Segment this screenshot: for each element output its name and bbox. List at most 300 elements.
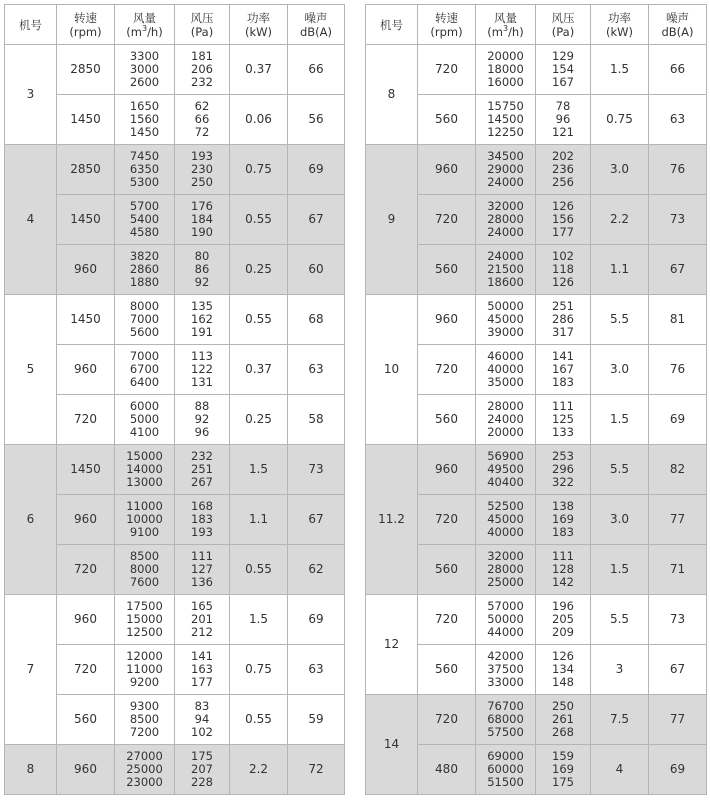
pressure-cell-value: 142 xyxy=(552,575,574,589)
speed-cell: 960 xyxy=(418,445,476,495)
noise-cell: 73 xyxy=(649,195,707,245)
pressure-cell-value: 267 xyxy=(191,475,213,489)
pressure-cell-value: 209 xyxy=(552,625,574,639)
flow-cell xyxy=(476,445,536,495)
noise-cell: 60 xyxy=(288,245,345,295)
header-pressure: 风压 (Pa) xyxy=(175,5,230,45)
pressure-cell-value: 138 xyxy=(552,499,574,513)
table-row xyxy=(366,345,707,395)
pressure-cell-value: 183 xyxy=(552,375,574,389)
pressure-cell-value: 193 xyxy=(191,149,213,163)
flow-cell-value: 20000 xyxy=(487,49,524,63)
flow-cell-value: 7450 xyxy=(129,149,160,163)
speed-cell: 720 xyxy=(418,495,476,545)
pressure-cell-value: 165 xyxy=(191,599,213,613)
pressure-cell-value: 113 xyxy=(191,349,213,363)
noise-cell: 66 xyxy=(288,45,345,95)
header-flow: 风量 $(m^3/h)$ xyxy=(115,5,175,45)
pressure-cell-value: 184 xyxy=(191,212,213,226)
flow-cell-value: 3300 xyxy=(129,49,160,63)
pressure-cell-value: 250 xyxy=(191,175,213,189)
noise-cell: 69 xyxy=(649,745,707,795)
flow-cell xyxy=(476,45,536,95)
speed-cell: 560 xyxy=(418,395,476,445)
flow-cell-value: 51500 xyxy=(487,775,524,789)
flow-cell-value: 68000 xyxy=(487,712,524,726)
flow-cell xyxy=(115,245,175,295)
flow-cell-value: 24000 xyxy=(487,225,524,239)
flow-cell-value: 76700 xyxy=(487,699,524,713)
model-cell: 9 xyxy=(366,145,418,295)
pressure-cell-value: 102 xyxy=(191,725,213,739)
flow-cell xyxy=(476,145,536,195)
table-row xyxy=(5,295,345,345)
pressure-cell-value: 251 xyxy=(552,299,574,313)
header-noise: 噪声 dB(A) xyxy=(649,5,707,45)
pressure-cell-value: 125 xyxy=(552,412,574,426)
pressure-cell-value: 136 xyxy=(191,575,213,589)
noise-cell: 71 xyxy=(649,545,707,595)
pressure-cell-value: 86 xyxy=(194,262,210,276)
model-cell: 8 xyxy=(366,45,418,145)
table-row xyxy=(366,45,707,95)
pressure-cell-value: 230 xyxy=(191,162,213,176)
pressure-cell-value: 205 xyxy=(552,612,574,626)
table-row xyxy=(366,495,707,545)
speed-cell: 960 xyxy=(57,595,115,645)
pressure-cell-value: 202 xyxy=(552,149,574,163)
flow-cell-value: 11000 xyxy=(126,662,163,676)
speed-cell: 1450 xyxy=(57,445,115,495)
header-power: 功率 (kW) xyxy=(230,5,288,45)
pressure-cell xyxy=(175,395,230,445)
flow-cell-value: 7200 xyxy=(129,725,160,739)
power-cell: 0.55 xyxy=(230,295,288,345)
power-cell: 5.5 xyxy=(591,595,649,645)
power-cell: 0.55 xyxy=(230,695,288,745)
pressure-cell-value: 175 xyxy=(191,749,213,763)
flow-cell-value: 8000 xyxy=(129,299,160,313)
pressure-cell-value: 296 xyxy=(552,462,574,476)
flow-cell xyxy=(115,395,175,445)
pressure-cell-value: 80 xyxy=(194,249,210,263)
noise-cell: 77 xyxy=(649,495,707,545)
left-table-body xyxy=(5,45,345,795)
pressure-cell-value: 175 xyxy=(552,775,574,789)
noise-cell: 76 xyxy=(649,345,707,395)
flow-cell-value: 5400 xyxy=(129,212,160,226)
flow-cell-value: 1880 xyxy=(129,275,160,289)
pressure-cell-value: 190 xyxy=(191,225,213,239)
flow-cell-value: 29000 xyxy=(487,162,524,176)
flow-cell xyxy=(115,445,175,495)
flow-cell xyxy=(476,745,536,795)
noise-cell: 81 xyxy=(649,295,707,345)
flow-cell-value: 8000 xyxy=(129,562,160,576)
table-row xyxy=(5,595,345,645)
flow-cell-value: 57500 xyxy=(487,725,524,739)
pressure-cell-value: 111 xyxy=(552,399,574,413)
header-noise: 噪声 dB(A) xyxy=(288,5,345,45)
pressure-cell xyxy=(175,145,230,195)
power-cell: 1.1 xyxy=(591,245,649,295)
pressure-cell-value: 122 xyxy=(191,362,213,376)
pressure-cell xyxy=(536,145,591,195)
pressure-cell-value: 94 xyxy=(194,712,210,726)
pressure-cell-value: 268 xyxy=(552,725,574,739)
power-cell: 1.5 xyxy=(230,445,288,495)
flow-cell xyxy=(115,95,175,145)
pressure-cell xyxy=(175,595,230,645)
noise-cell: 62 xyxy=(288,545,345,595)
table-row xyxy=(5,45,345,95)
pressure-cell-value: 317 xyxy=(552,325,574,339)
power-cell: 0.55 xyxy=(230,195,288,245)
pressure-cell xyxy=(175,295,230,345)
noise-cell: 63 xyxy=(649,95,707,145)
flow-cell xyxy=(476,95,536,145)
power-cell: 0.75 xyxy=(591,95,649,145)
noise-cell: 59 xyxy=(288,695,345,745)
speed-cell: 2850 xyxy=(57,145,115,195)
speed-cell: 560 xyxy=(418,645,476,695)
flow-cell-value: 2600 xyxy=(129,75,160,89)
flow-cell xyxy=(476,545,536,595)
table-row xyxy=(5,745,345,795)
pressure-cell-value: 322 xyxy=(552,475,574,489)
flow-cell-value: 5600 xyxy=(129,325,160,339)
noise-cell: 67 xyxy=(288,495,345,545)
pressure-cell xyxy=(536,645,591,695)
pressure-cell xyxy=(536,295,591,345)
speed-cell: 960 xyxy=(57,345,115,395)
power-cell: 3 xyxy=(591,645,649,695)
pressure-cell-value: 141 xyxy=(552,349,574,363)
flow-cell xyxy=(115,595,175,645)
pressure-cell-value: 169 xyxy=(552,762,574,776)
pressure-cell-value: 92 xyxy=(194,412,210,426)
pressure-cell-value: 250 xyxy=(552,699,574,713)
speed-cell: 720 xyxy=(418,345,476,395)
flow-cell xyxy=(476,595,536,645)
pressure-cell-value: 111 xyxy=(552,549,574,563)
power-cell: 1.5 xyxy=(591,395,649,445)
pressure-cell-value: 62 xyxy=(194,99,210,113)
flow-cell-value: 12000 xyxy=(126,649,163,663)
flow-cell xyxy=(115,345,175,395)
pressure-cell-value: 162 xyxy=(191,312,213,326)
pressure-cell-value: 133 xyxy=(552,425,574,439)
flow-cell-value: 24000 xyxy=(487,412,524,426)
speed-cell: 720 xyxy=(418,695,476,745)
flow-cell-value: 5300 xyxy=(129,175,160,189)
flow-cell-value: 18000 xyxy=(487,62,524,76)
pressure-cell-value: 163 xyxy=(191,662,213,676)
flow-cell-value: 10000 xyxy=(126,512,163,526)
noise-cell: 63 xyxy=(288,345,345,395)
power-cell: 3.0 xyxy=(591,145,649,195)
pressure-cell xyxy=(536,195,591,245)
pressure-cell-value: 134 xyxy=(552,662,574,676)
pressure-cell-value: 183 xyxy=(191,512,213,526)
pressure-cell-value: 66 xyxy=(194,112,210,126)
flow-cell-value: 27000 xyxy=(126,749,163,763)
pressure-cell xyxy=(175,95,230,145)
flow-cell-value: 12500 xyxy=(126,625,163,639)
flow-cell xyxy=(115,645,175,695)
flow-cell-value: 24000 xyxy=(487,249,524,263)
flow-cell xyxy=(115,695,175,745)
noise-cell: 66 xyxy=(649,45,707,95)
pressure-cell-value: 111 xyxy=(191,549,213,563)
pressure-cell xyxy=(175,195,230,245)
pressure-cell xyxy=(536,695,591,745)
speed-cell: 960 xyxy=(418,145,476,195)
flow-cell-value: 34500 xyxy=(487,149,524,163)
speed-cell: 720 xyxy=(57,545,115,595)
table-row xyxy=(5,145,345,195)
speed-cell: 960 xyxy=(57,245,115,295)
flow-cell xyxy=(115,195,175,245)
pressure-cell-value: 129 xyxy=(552,49,574,63)
pressure-cell-value: 169 xyxy=(552,512,574,526)
fan-spec-table-right xyxy=(365,4,707,795)
power-cell: 0.25 xyxy=(230,395,288,445)
flow-cell-value: 4100 xyxy=(129,425,160,439)
speed-cell: 1450 xyxy=(57,195,115,245)
pressure-cell-value: 176 xyxy=(191,199,213,213)
pressure-cell xyxy=(536,45,591,95)
flow-cell-value: 40000 xyxy=(487,525,524,539)
pressure-cell-value: 207 xyxy=(191,762,213,776)
header-row xyxy=(5,5,345,45)
speed-cell: 720 xyxy=(418,595,476,645)
table-row xyxy=(5,445,345,495)
flow-cell-value: 40000 xyxy=(487,362,524,376)
pressure-cell-value: 228 xyxy=(191,775,213,789)
power-cell: 3.0 xyxy=(591,495,649,545)
header-model: 机号 xyxy=(366,5,418,45)
flow-cell-value: 12250 xyxy=(487,125,524,139)
speed-cell: 960 xyxy=(418,295,476,345)
flow-cell-value: 9100 xyxy=(129,525,160,539)
speed-cell: 720 xyxy=(418,45,476,95)
pressure-cell-value: 168 xyxy=(191,499,213,513)
pressure-cell xyxy=(175,545,230,595)
flow-cell-value: 1560 xyxy=(129,112,160,126)
table-row xyxy=(366,645,707,695)
flow-cell-value: 13000 xyxy=(126,475,163,489)
pressure-cell xyxy=(536,745,591,795)
flow-cell-value: 18600 xyxy=(487,275,524,289)
noise-cell: 73 xyxy=(288,445,345,495)
pressure-cell-value: 156 xyxy=(552,212,574,226)
flow-cell-value: 20000 xyxy=(487,425,524,439)
flow-cell xyxy=(476,495,536,545)
flow-cell-value: 57000 xyxy=(487,599,524,613)
pressure-cell-value: 191 xyxy=(191,325,213,339)
noise-cell: 63 xyxy=(288,645,345,695)
power-cell: 0.06 xyxy=(230,95,288,145)
speed-cell: 960 xyxy=(57,495,115,545)
power-cell: 4 xyxy=(591,745,649,795)
flow-cell-value: 69000 xyxy=(487,749,524,763)
pressure-cell-value: 212 xyxy=(191,625,213,639)
pressure-cell-value: 126 xyxy=(552,199,574,213)
flow-cell-value: 4580 xyxy=(129,225,160,239)
power-cell: 0.37 xyxy=(230,45,288,95)
pressure-cell-value: 261 xyxy=(552,712,574,726)
flow-cell-value: 15000 xyxy=(126,612,163,626)
pressure-cell-value: 83 xyxy=(194,699,210,713)
pressure-cell xyxy=(175,645,230,695)
flow-cell-value: 50000 xyxy=(487,299,524,313)
power-cell: 1.1 xyxy=(230,495,288,545)
noise-cell: 56 xyxy=(288,95,345,145)
flow-cell xyxy=(115,495,175,545)
flow-cell xyxy=(476,345,536,395)
flow-cell-value: 9300 xyxy=(129,699,160,713)
flow-cell xyxy=(115,545,175,595)
speed-cell: 2850 xyxy=(57,45,115,95)
speed-cell: 1450 xyxy=(57,95,115,145)
flow-cell-value: 56900 xyxy=(487,449,524,463)
pressure-cell-value: 232 xyxy=(191,75,213,89)
flow-cell xyxy=(476,645,536,695)
power-cell: 7.5 xyxy=(591,695,649,745)
pressure-cell-value: 121 xyxy=(552,125,574,139)
flow-cell-value: 45000 xyxy=(487,512,524,526)
flow-cell-value: 14500 xyxy=(487,112,524,126)
pressure-cell-value: 72 xyxy=(194,125,210,139)
pressure-cell xyxy=(536,595,591,645)
header-model: 机号 xyxy=(5,5,57,45)
right-table-body xyxy=(366,45,707,795)
flow-cell-value: 5700 xyxy=(129,199,160,213)
flow-cell-value: 7000 xyxy=(129,312,160,326)
flow-cell-value: 25000 xyxy=(126,762,163,776)
pressure-cell-value: 177 xyxy=(191,675,213,689)
pressure-cell-value: 154 xyxy=(552,62,574,76)
pressure-cell xyxy=(175,345,230,395)
table-row xyxy=(366,145,707,195)
power-cell: 0.75 xyxy=(230,145,288,195)
speed-cell: 720 xyxy=(57,395,115,445)
pressure-cell xyxy=(536,495,591,545)
flow-cell-value: 17500 xyxy=(126,599,163,613)
flow-cell xyxy=(476,695,536,745)
flow-cell xyxy=(476,295,536,345)
pressure-cell xyxy=(175,245,230,295)
flow-cell-value: 7000 xyxy=(129,349,160,363)
pressure-cell xyxy=(536,545,591,595)
power-cell: 0.37 xyxy=(230,345,288,395)
speed-cell: 480 xyxy=(418,745,476,795)
speed-cell: 560 xyxy=(418,245,476,295)
flow-cell-value: 42000 xyxy=(487,649,524,663)
speed-cell: 560 xyxy=(57,695,115,745)
pressure-cell-value: 88 xyxy=(194,399,210,413)
speed-cell: 720 xyxy=(57,645,115,695)
speed-cell: 560 xyxy=(418,545,476,595)
power-cell: 2.2 xyxy=(230,745,288,795)
pressure-cell-value: 286 xyxy=(552,312,574,326)
power-cell: 1.5 xyxy=(230,595,288,645)
power-cell: 2.2 xyxy=(591,195,649,245)
pressure-cell xyxy=(175,495,230,545)
noise-cell: 72 xyxy=(288,745,345,795)
header-speed: 转速 (rpm) xyxy=(57,5,115,45)
pressure-cell-value: 131 xyxy=(191,375,213,389)
power-cell: 0.75 xyxy=(230,645,288,695)
pressure-cell-value: 96 xyxy=(194,425,210,439)
flow-cell xyxy=(115,295,175,345)
flow-cell-value: 40400 xyxy=(487,475,524,489)
flow-cell xyxy=(115,45,175,95)
model-cell: 14 xyxy=(366,695,418,795)
noise-cell: 68 xyxy=(288,295,345,345)
flow-cell-value: 1650 xyxy=(129,99,160,113)
flow-cell-value: 44000 xyxy=(487,625,524,639)
flow-cell-value: 45000 xyxy=(487,312,524,326)
flow-cell-value: 2860 xyxy=(129,262,160,276)
header-flow: 风量 $(m^3/h)$ xyxy=(476,5,536,45)
pressure-cell-value: 127 xyxy=(191,562,213,576)
header-row xyxy=(366,5,707,45)
flow-cell-value: 35000 xyxy=(487,375,524,389)
pressure-cell xyxy=(536,345,591,395)
flow-cell-value: 6700 xyxy=(129,362,160,376)
power-cell: 1.5 xyxy=(591,545,649,595)
flow-cell-value: 15750 xyxy=(487,99,524,113)
flow-cell-value: 32000 xyxy=(487,199,524,213)
pressure-cell xyxy=(175,695,230,745)
flow-cell xyxy=(115,145,175,195)
noise-cell: 82 xyxy=(649,445,707,495)
pressure-cell-value: 141 xyxy=(191,649,213,663)
model-cell: 8 xyxy=(5,745,57,795)
pressure-cell-value: 201 xyxy=(191,612,213,626)
header-pressure: 风压 (Pa) xyxy=(536,5,591,45)
model-cell: 5 xyxy=(5,295,57,445)
flow-cell-value: 28000 xyxy=(487,562,524,576)
pressure-cell-value: 159 xyxy=(552,749,574,763)
pressure-cell-value: 181 xyxy=(191,49,213,63)
flow-cell-value: 21500 xyxy=(487,262,524,276)
flow-cell-value: 6400 xyxy=(129,375,160,389)
power-cell: 5.5 xyxy=(591,445,649,495)
pressure-cell-value: 148 xyxy=(552,675,574,689)
table-row xyxy=(366,595,707,645)
table-row xyxy=(366,395,707,445)
flow-cell-value: 11000 xyxy=(126,499,163,513)
pressure-cell xyxy=(175,445,230,495)
pressure-cell-value: 126 xyxy=(552,649,574,663)
pressure-cell-value: 135 xyxy=(191,299,213,313)
flow-cell-value: 28000 xyxy=(487,212,524,226)
pressure-cell-value: 256 xyxy=(552,175,574,189)
flow-cell-value: 50000 xyxy=(487,612,524,626)
pressure-cell xyxy=(175,745,230,795)
flow-cell-value: 14000 xyxy=(126,462,163,476)
noise-cell: 58 xyxy=(288,395,345,445)
noise-cell: 67 xyxy=(649,645,707,695)
table-row xyxy=(366,445,707,495)
flow-cell-value: 6000 xyxy=(129,399,160,413)
flow-cell xyxy=(115,745,175,795)
pressure-cell-value: 236 xyxy=(552,162,574,176)
flow-cell-value: 9200 xyxy=(129,675,160,689)
